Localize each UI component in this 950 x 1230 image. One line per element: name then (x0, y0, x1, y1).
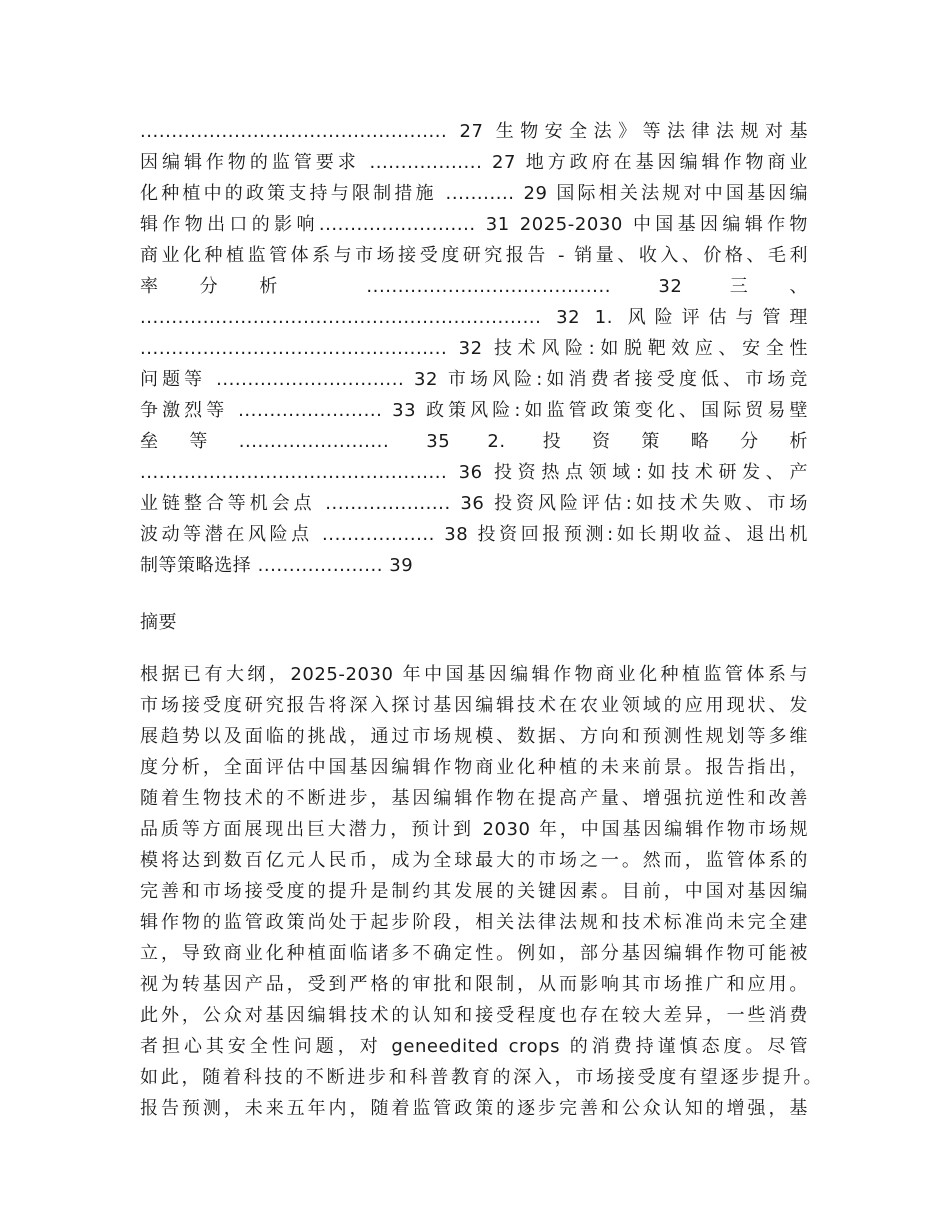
abstract-line: 如此，随着科技的不断进步和科普教育的深入，市场接受度有望逐步提升。 (140, 1067, 822, 1088)
toc-line: 化种植中的政策支持与限制措施 ........... 29 国际相关法规对中国基因编 (140, 183, 808, 204)
toc-line: 问题等 .............................. 32 市场风险:如消费者接受度低、市场竞 (140, 369, 808, 390)
toc-line: 率分析 ....................................... 32 三、 (140, 276, 808, 297)
toc-line: 争激烈等 ....................... 33 政策风险:如监管政策变化、国际贸易壁 (140, 400, 808, 421)
toc-line: 商业化种植监管体系与市场接受度研究报告 - 销量、收入、价格、毛利 (140, 245, 808, 266)
abstract-line: 模将达到数百亿元人民币，成为全球最大的市场之一。然而，监管体系的 (140, 850, 808, 871)
abstract-line: 品质等方面展现出巨大潜力，预计到 2030 年，中国基因编辑作物市场规 (140, 819, 808, 840)
abstract-line: 完善和市场接受度的提升是制约其发展的关键因素。目前，中国对基因编 (140, 881, 808, 902)
abstract-heading: 摘要 (140, 612, 177, 633)
toc-line: ................................................. 32 技术风险:如脱靶效应、安全性 (140, 338, 808, 359)
table-of-contents (140, 116, 808, 581)
toc-line: 辑作物出口的影响......................... 31 2025-2030 中国基因编辑作物 (140, 214, 808, 235)
abstract-line: 者担心其安全性问题，对 geneedited crops 的消费持谨慎态度。尽管 (140, 1036, 808, 1057)
abstract-line: 此外，公众对基因编辑技术的认知和接受程度也存在较大差异，一些消费 (140, 1005, 808, 1026)
abstract-line: 市场接受度研究报告将深入探讨基因编辑技术在农业领域的应用现状、发 (140, 695, 808, 716)
abstract-line: 根据已有大纲，2025-2030 年中国基因编辑作物商业化种植监管体系与 (140, 664, 808, 685)
toc-line: 波动等潜在风险点 .................. 38 投资回报预测:如长期收益、退出机 (140, 524, 808, 545)
toc-line: ................................................................ 32 1. 风险评估与管理 (140, 307, 808, 328)
toc-line: 垒等........................ 35 2. 投资策略分析 (140, 431, 808, 452)
abstract-line: 立，导致商业化种植面临诸多不确定性。例如，部分基因编辑作物可能被 (140, 943, 808, 964)
toc-line: ................................................. 27 生物安全法》等法律法规对基 (140, 121, 808, 142)
abstract-line: 视为转基因产品，受到严格的审批和限制，从而影响其市场推广和应用。 (140, 974, 808, 995)
abstract-line: 报告预测，未来五年内，随着监管政策的逐步完善和公众认知的增强，基 (140, 1098, 808, 1119)
toc-line: 业链整合等机会点 .................... 36 投资风险评估:如技术失败、市场 (140, 493, 808, 514)
toc-line: 制等策略选择 .................... 39 (140, 555, 414, 576)
abstract-line: 度分析，全面评估中国基因编辑作物商业化种植的未来前景。报告指出， (140, 757, 808, 778)
abstract-line: 展趋势以及面临的挑战，通过市场规模、数据、方向和预测性规划等多维 (140, 726, 808, 747)
toc-line: 因编辑作物的监管要求 .................. 27 地方政府在基因编辑作物商业 (140, 152, 808, 173)
toc-line: ................................................. 36 投资热点领域:如技术研发、产 (140, 462, 808, 483)
abstract-line: 随着生物技术的不断进步，基因编辑作物在提高产量、增强抗逆性和改善 (140, 788, 808, 809)
document-page (140, 116, 822, 1124)
abstract-body (140, 659, 822, 1124)
abstract-line: 辑作物的监管政策尚处于起步阶段，相关法律法规和技术标准尚未完全建 (140, 912, 808, 933)
